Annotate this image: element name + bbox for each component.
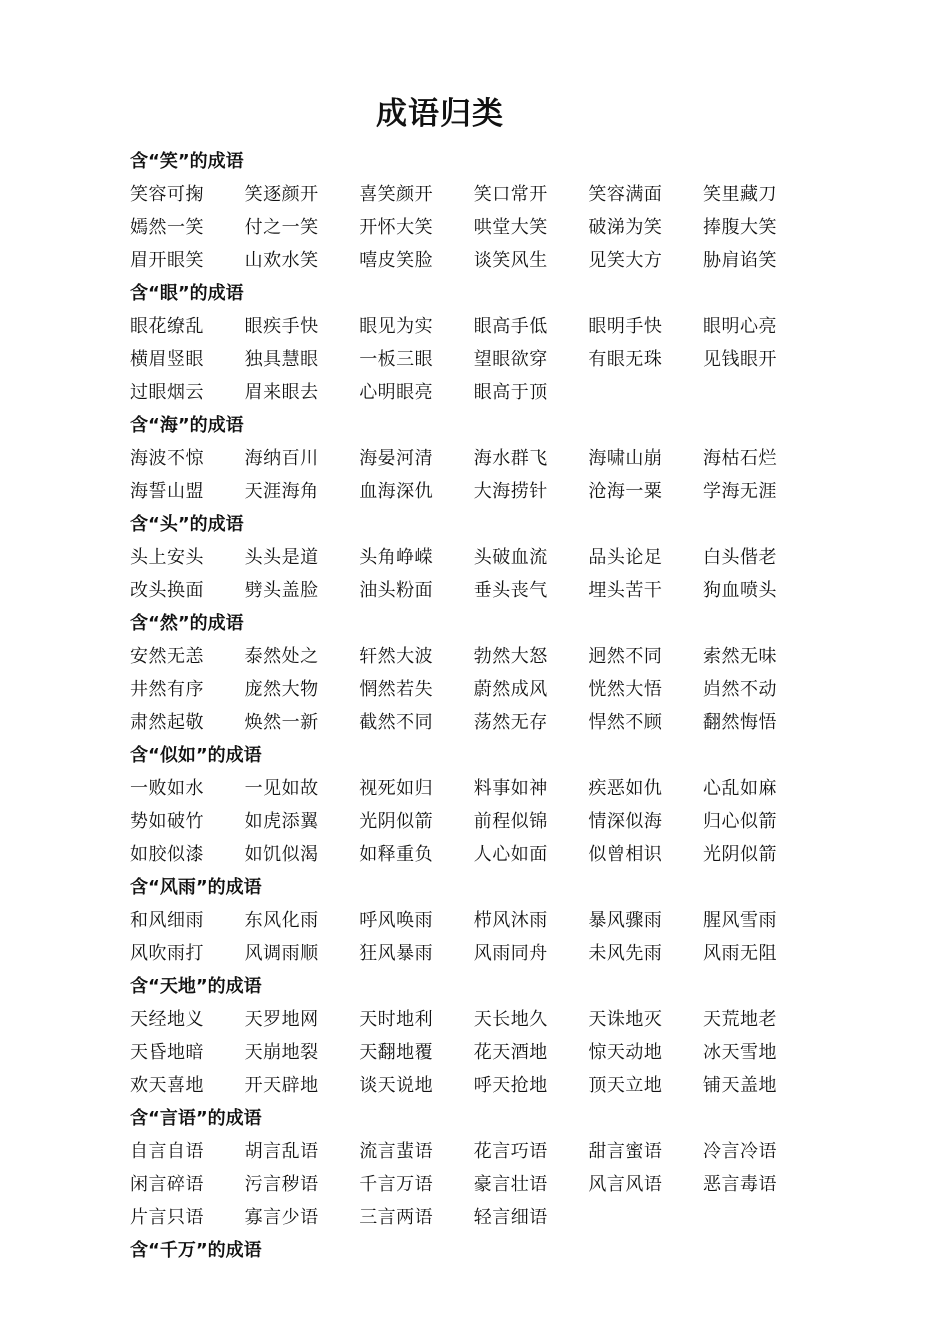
idiom-row xyxy=(130,640,830,673)
idiom-item: 天翻地覆 xyxy=(359,1042,434,1063)
idiom-item: 铺天盖地 xyxy=(702,1075,777,1096)
idiom-row xyxy=(130,244,830,277)
idiom-row xyxy=(130,1168,830,1201)
idiom-section xyxy=(130,1234,830,1267)
idiom-row xyxy=(130,805,830,838)
idiom-item: 欢天喜地 xyxy=(130,1075,204,1096)
idiom-item: 闲言碎语 xyxy=(130,1174,204,1195)
idiom-item: 有眼无珠 xyxy=(588,349,663,370)
idiom-item: 血海深仇 xyxy=(359,481,434,502)
idiom-item: 眼疾手快 xyxy=(244,316,319,337)
idiom-item: 豪言壮语 xyxy=(473,1174,548,1195)
idiom-section xyxy=(130,739,830,871)
idiom-item: 如释重负 xyxy=(359,844,434,865)
idiom-item: 腥风雪雨 xyxy=(702,910,777,931)
idiom-item: 岿然不动 xyxy=(702,679,777,700)
idiom-item: 狂风暴雨 xyxy=(359,943,434,964)
idiom-row xyxy=(130,178,830,211)
idiom-item: 天昏地暗 xyxy=(130,1042,204,1063)
section-heading: 含“然”的成语 xyxy=(130,613,244,634)
idiom-item: 海啸山崩 xyxy=(588,448,663,469)
idiom-item: 东风化雨 xyxy=(244,910,319,931)
idiom-item: 大海捞针 xyxy=(473,481,548,502)
idiom-item: 海水群飞 xyxy=(473,448,548,469)
idiom-item: 风调雨顺 xyxy=(244,943,319,964)
idiom-item: 横眉竖眼 xyxy=(130,349,204,370)
idiom-item: 如饥似渴 xyxy=(244,844,319,865)
idiom-item: 见钱眼开 xyxy=(702,349,777,370)
idiom-item: 冰天雪地 xyxy=(702,1042,777,1063)
idiom-item: 海波不惊 xyxy=(130,448,204,469)
idiom-section xyxy=(130,409,830,508)
idiom-item: 花言巧语 xyxy=(473,1141,548,1162)
idiom-item: 焕然一新 xyxy=(244,712,319,733)
idiom-item: 眉开眼笑 xyxy=(130,250,204,271)
idiom-item: 哄堂大笑 xyxy=(473,217,548,238)
idiom-item: 天崩地裂 xyxy=(244,1042,319,1063)
idiom-item: 三言两语 xyxy=(359,1207,434,1228)
idiom-item: 眼明心亮 xyxy=(702,316,777,337)
idiom-row xyxy=(130,343,830,376)
idiom-item: 甜言蜜语 xyxy=(588,1141,663,1162)
idiom-item: 嘻皮笑脸 xyxy=(359,250,434,271)
idiom-item: 和风细雨 xyxy=(130,910,204,931)
idiom-item: 井然有序 xyxy=(130,679,204,700)
idiom-item: 天涯海角 xyxy=(244,481,319,502)
section-heading: 含“风雨”的成语 xyxy=(130,877,262,898)
idiom-item: 蔚然成风 xyxy=(473,679,548,700)
idiom-item: 头头是道 xyxy=(244,547,319,568)
idiom-item: 疾恶如仇 xyxy=(588,778,663,799)
idiom-row xyxy=(130,1036,830,1069)
idiom-item: 惊天动地 xyxy=(588,1042,663,1063)
idiom-row xyxy=(130,574,830,607)
idiom-item: 冷言冷语 xyxy=(702,1141,777,1162)
idiom-item: 劈头盖脸 xyxy=(244,580,319,601)
idiom-item: 沧海一粟 xyxy=(588,481,663,502)
idiom-item: 呼天抢地 xyxy=(473,1075,548,1096)
idiom-item: 捧腹大笑 xyxy=(702,217,777,238)
idiom-item: 流言蜚语 xyxy=(359,1141,434,1162)
idiom-section xyxy=(130,508,830,607)
idiom-item: 天荒地老 xyxy=(702,1009,777,1030)
idiom-item: 片言只语 xyxy=(130,1207,204,1228)
idiom-item: 荡然无存 xyxy=(473,712,548,733)
idiom-item: 顶天立地 xyxy=(588,1075,663,1096)
idiom-item: 前程似锦 xyxy=(473,811,548,832)
idiom-item: 山欢水笑 xyxy=(244,250,319,271)
idiom-item: 头上安头 xyxy=(130,547,204,568)
idiom-row xyxy=(130,838,830,871)
idiom-section xyxy=(130,970,830,1102)
idiom-section xyxy=(130,1102,830,1234)
section-heading: 含“头”的成语 xyxy=(130,514,244,535)
idiom-item: 污言秽语 xyxy=(244,1174,319,1195)
idiom-item: 恶言毒语 xyxy=(702,1174,777,1195)
idiom-item: 笑口常开 xyxy=(473,184,548,205)
idiom-item: 天诛地灭 xyxy=(588,1009,663,1030)
idiom-item: 眼花缭乱 xyxy=(130,316,204,337)
idiom-item: 埋头苦干 xyxy=(588,580,663,601)
idiom-row xyxy=(130,904,830,937)
idiom-item: 海枯石烂 xyxy=(702,448,777,469)
idiom-item: 肃然起敬 xyxy=(130,712,204,733)
idiom-item: 笑逐颜开 xyxy=(244,184,319,205)
idiom-item: 似曾相识 xyxy=(588,844,663,865)
idiom-item: 头角峥嵘 xyxy=(359,547,434,568)
idiom-item: 嫣然一笑 xyxy=(130,217,204,238)
idiom-item: 开天辟地 xyxy=(244,1075,319,1096)
idiom-item: 见笑大方 xyxy=(588,250,663,271)
idiom-item: 天罗地网 xyxy=(244,1009,319,1030)
idiom-row xyxy=(130,442,830,475)
idiom-item: 视死如归 xyxy=(359,778,434,799)
section-heading: 含“笑”的成语 xyxy=(130,151,244,172)
idiom-section xyxy=(130,277,830,409)
idiom-item: 栉风沐雨 xyxy=(473,910,548,931)
idiom-row xyxy=(130,937,830,970)
idiom-item: 情深似海 xyxy=(588,811,663,832)
idiom-item: 暴风骤雨 xyxy=(588,910,663,931)
idiom-item: 油头粉面 xyxy=(359,580,434,601)
idiom-section xyxy=(130,145,830,277)
idiom-item: 花天酒地 xyxy=(473,1042,548,1063)
idiom-item: 风言风语 xyxy=(588,1174,663,1195)
idiom-item: 眼高于顶 xyxy=(473,382,548,403)
idiom-item: 一见如故 xyxy=(244,778,319,799)
idiom-item: 独具慧眼 xyxy=(244,349,319,370)
idiom-item: 庞然大物 xyxy=(244,679,319,700)
idiom-item: 索然无味 xyxy=(702,646,777,667)
section-heading: 含“似如”的成语 xyxy=(130,745,262,766)
idiom-item: 改头换面 xyxy=(130,580,204,601)
section-heading: 含“天地”的成语 xyxy=(130,976,262,997)
idiom-item: 一板三眼 xyxy=(359,349,434,370)
idiom-item: 轩然大波 xyxy=(359,646,434,667)
idiom-item: 眉来眼去 xyxy=(244,382,319,403)
idiom-item: 胡言乱语 xyxy=(244,1141,319,1162)
idiom-item: 海纳百川 xyxy=(244,448,319,469)
idiom-item: 人心如面 xyxy=(473,844,548,865)
idiom-row xyxy=(130,772,830,805)
idiom-row xyxy=(130,475,830,508)
idiom-item: 轻言细语 xyxy=(473,1207,548,1228)
idiom-item: 风雨同舟 xyxy=(473,943,548,964)
idiom-row xyxy=(130,1201,830,1234)
idiom-row xyxy=(130,541,830,574)
idiom-item: 自言自语 xyxy=(130,1141,204,1162)
idiom-item: 狗血喷头 xyxy=(702,580,777,601)
idiom-row xyxy=(130,211,830,244)
idiom-item: 天时地利 xyxy=(359,1009,434,1030)
idiom-item: 一败如水 xyxy=(130,778,204,799)
idiom-item: 如虎添翼 xyxy=(244,811,319,832)
idiom-item: 开怀大笑 xyxy=(359,217,434,238)
idiom-item: 垂头丧气 xyxy=(473,580,548,601)
idiom-item: 白头偕老 xyxy=(702,547,777,568)
idiom-item: 过眼烟云 xyxy=(130,382,204,403)
idiom-item: 心明眼亮 xyxy=(359,382,434,403)
idiom-item: 谈笑风生 xyxy=(473,250,548,271)
idiom-sections xyxy=(130,145,830,1267)
idiom-item: 海誓山盟 xyxy=(130,481,204,502)
idiom-item: 截然不同 xyxy=(359,712,434,733)
idiom-item: 势如破竹 xyxy=(130,811,204,832)
idiom-item: 头破血流 xyxy=(473,547,548,568)
idiom-row xyxy=(130,1135,830,1168)
idiom-section xyxy=(130,871,830,970)
idiom-item: 天长地久 xyxy=(473,1009,548,1030)
idiom-row xyxy=(130,673,830,706)
idiom-item: 归心似箭 xyxy=(702,811,777,832)
idiom-row xyxy=(130,310,830,343)
page-title: 成语归类 xyxy=(376,96,504,132)
idiom-item: 谈天说地 xyxy=(359,1075,434,1096)
idiom-item: 如胶似漆 xyxy=(130,844,204,865)
idiom-item: 惘然若失 xyxy=(359,679,434,700)
idiom-item: 呼风唤雨 xyxy=(359,910,434,931)
idiom-item: 恍然大悟 xyxy=(588,679,663,700)
idiom-item: 心乱如麻 xyxy=(702,778,777,799)
idiom-item: 风吹雨打 xyxy=(130,943,204,964)
idiom-item: 未风先雨 xyxy=(588,943,663,964)
idiom-item: 迥然不同 xyxy=(588,646,663,667)
idiom-item: 眼见为实 xyxy=(359,316,434,337)
idiom-item: 品头论足 xyxy=(588,547,663,568)
idiom-item: 海晏河清 xyxy=(359,448,434,469)
idiom-item: 胁肩谄笑 xyxy=(702,250,777,271)
idiom-item: 勃然大怒 xyxy=(473,646,548,667)
idiom-item: 悍然不顾 xyxy=(588,712,663,733)
idiom-section xyxy=(130,607,830,739)
section-heading: 含“海”的成语 xyxy=(130,415,244,436)
idiom-item: 天经地义 xyxy=(130,1009,204,1030)
idiom-item: 眼明手快 xyxy=(588,316,663,337)
idiom-item: 笑容满面 xyxy=(588,184,663,205)
idiom-row xyxy=(130,706,830,739)
idiom-item: 学海无涯 xyxy=(702,481,777,502)
idiom-item: 千言万语 xyxy=(359,1174,434,1195)
idiom-item: 笑里藏刀 xyxy=(702,184,777,205)
idiom-row xyxy=(130,376,830,409)
idiom-item: 付之一笑 xyxy=(244,217,319,238)
idiom-item: 望眼欲穿 xyxy=(473,349,548,370)
idiom-item: 破涕为笑 xyxy=(588,217,663,238)
idiom-row xyxy=(130,1003,830,1036)
idiom-item: 风雨无阻 xyxy=(702,943,777,964)
idiom-item: 光阴似箭 xyxy=(359,811,434,832)
idiom-item: 笑容可掬 xyxy=(130,184,204,205)
idiom-item: 翻然悔悟 xyxy=(702,712,777,733)
idiom-item: 寡言少语 xyxy=(244,1207,319,1228)
idiom-item: 光阴似箭 xyxy=(702,844,777,865)
idiom-item: 料事如神 xyxy=(473,778,548,799)
section-heading: 含“千万”的成语 xyxy=(130,1240,262,1261)
idiom-item: 安然无恙 xyxy=(130,646,204,667)
section-heading: 含“眼”的成语 xyxy=(130,283,244,304)
idiom-row xyxy=(130,1069,830,1102)
idiom-item: 眼高手低 xyxy=(473,316,548,337)
idiom-item: 泰然处之 xyxy=(244,646,319,667)
section-heading: 含“言语”的成语 xyxy=(130,1108,262,1129)
idiom-item: 喜笑颜开 xyxy=(359,184,434,205)
